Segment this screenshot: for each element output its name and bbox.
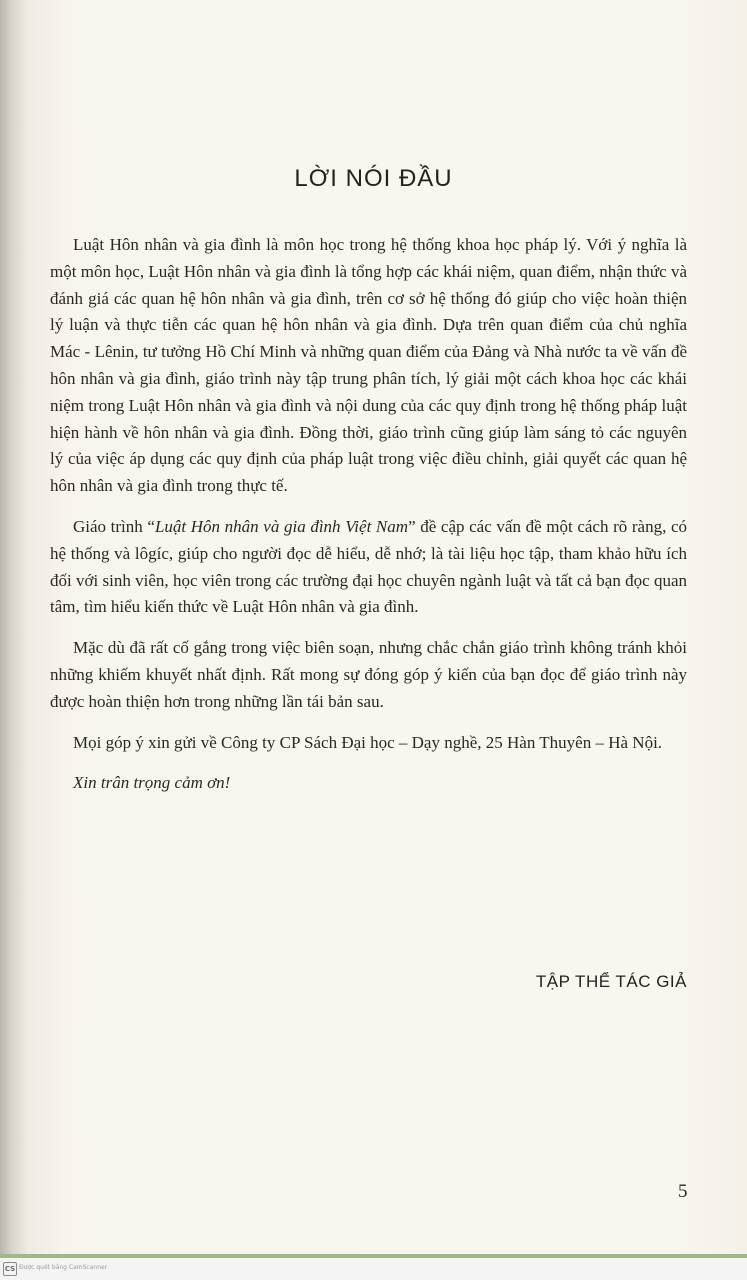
paragraph-4: Mọi góp ý xin gửi về Công ty CP Sách Đại học – Dạy nghề, 25 Hàn Thuyên – Hà Nội. [73, 732, 663, 752]
author-signature: TẬP THỂ TÁC GIẢ [535, 972, 687, 991]
page-number: 5 [678, 1181, 688, 1202]
paragraph-2-intro: Giáo trình “ [73, 516, 155, 536]
book-title-italic: Luật Hôn nhân và gia đình Việt Nam [154, 516, 409, 536]
scanner-caption: Được quét bằng CamScanner [19, 1264, 108, 1271]
closing-thanks-text: Xin trân trọng cảm ơn! [73, 773, 231, 793]
paragraph-1: Luật Hôn nhân và gia đình là môn học trong hệ thống khoa học pháp lý. Với ý nghĩa là một môn học, Luật Hôn nhân và gia đình là tổng hợp các khái niệm, quan điểm, nhận thức và đánh giá các quan hệ hôn nhân và gia đình, trên cơ sở hệ thống đó giúp cho việc hoàn thiện lý luận và thực tiễn các quan hệ hôn nhân và gia đình. Dựa trên quan điểm của chủ nghĩa Mác - Lênin, tư tưởng Hồ Chí Minh và những quan điểm của Đảng và Nhà nước ta về vấn đề hôn nhân và gia đình, giáo trình này tập trung phân tích, lý giải một cách khoa học các khái niệm trong Luật Hôn nhân và gia đình và nội dung của các quy định trong hệ thống pháp luật hiện hành về hôn nhân và gia đình. Đồng thời, giáo trình cũng giúp làm sáng tỏ các nguyên lý của việc áp dụng các quy định của pháp luật trong việc điều chỉnh, giải quyết các quan hệ hôn nhân và gia đình trong thực tế. [50, 235, 687, 496]
paragraph-3: Mặc dù đã rất cố gắng trong việc biên soạn, nhưng chắc chắn giáo trình không tránh khỏi những khiếm khuyết nhất định. Rất mong sự đóng góp ý kiến của bạn đọc để giáo trình này được hoàn thiện hơn trong những lần tái bản sau. [50, 638, 687, 711]
paragraph-2 [50, 514, 687, 621]
camscanner-logo-icon: CS [3, 1262, 17, 1276]
closing-thanks [50, 770, 687, 797]
body-text [50, 232, 687, 811]
page-title: LỜI NÓI ĐẦU [294, 165, 453, 192]
paragraph-2-rest: ” đề cập các vấn đề một cách rõ ràng, có hệ thống và lôgíc, giúp cho người đọc dễ hiểu, dễ nhớ; là tài liệu học tập, tham khảo hữu ích đối với sinh viên, học viên trong các trường đại học chuyên ngành luật và tất cả bạn đọc quan tâm, tìm hiểu kiến thức về Luật Hôn nhân và gia đình. [50, 516, 688, 617]
scanner-footer [0, 1258, 747, 1280]
